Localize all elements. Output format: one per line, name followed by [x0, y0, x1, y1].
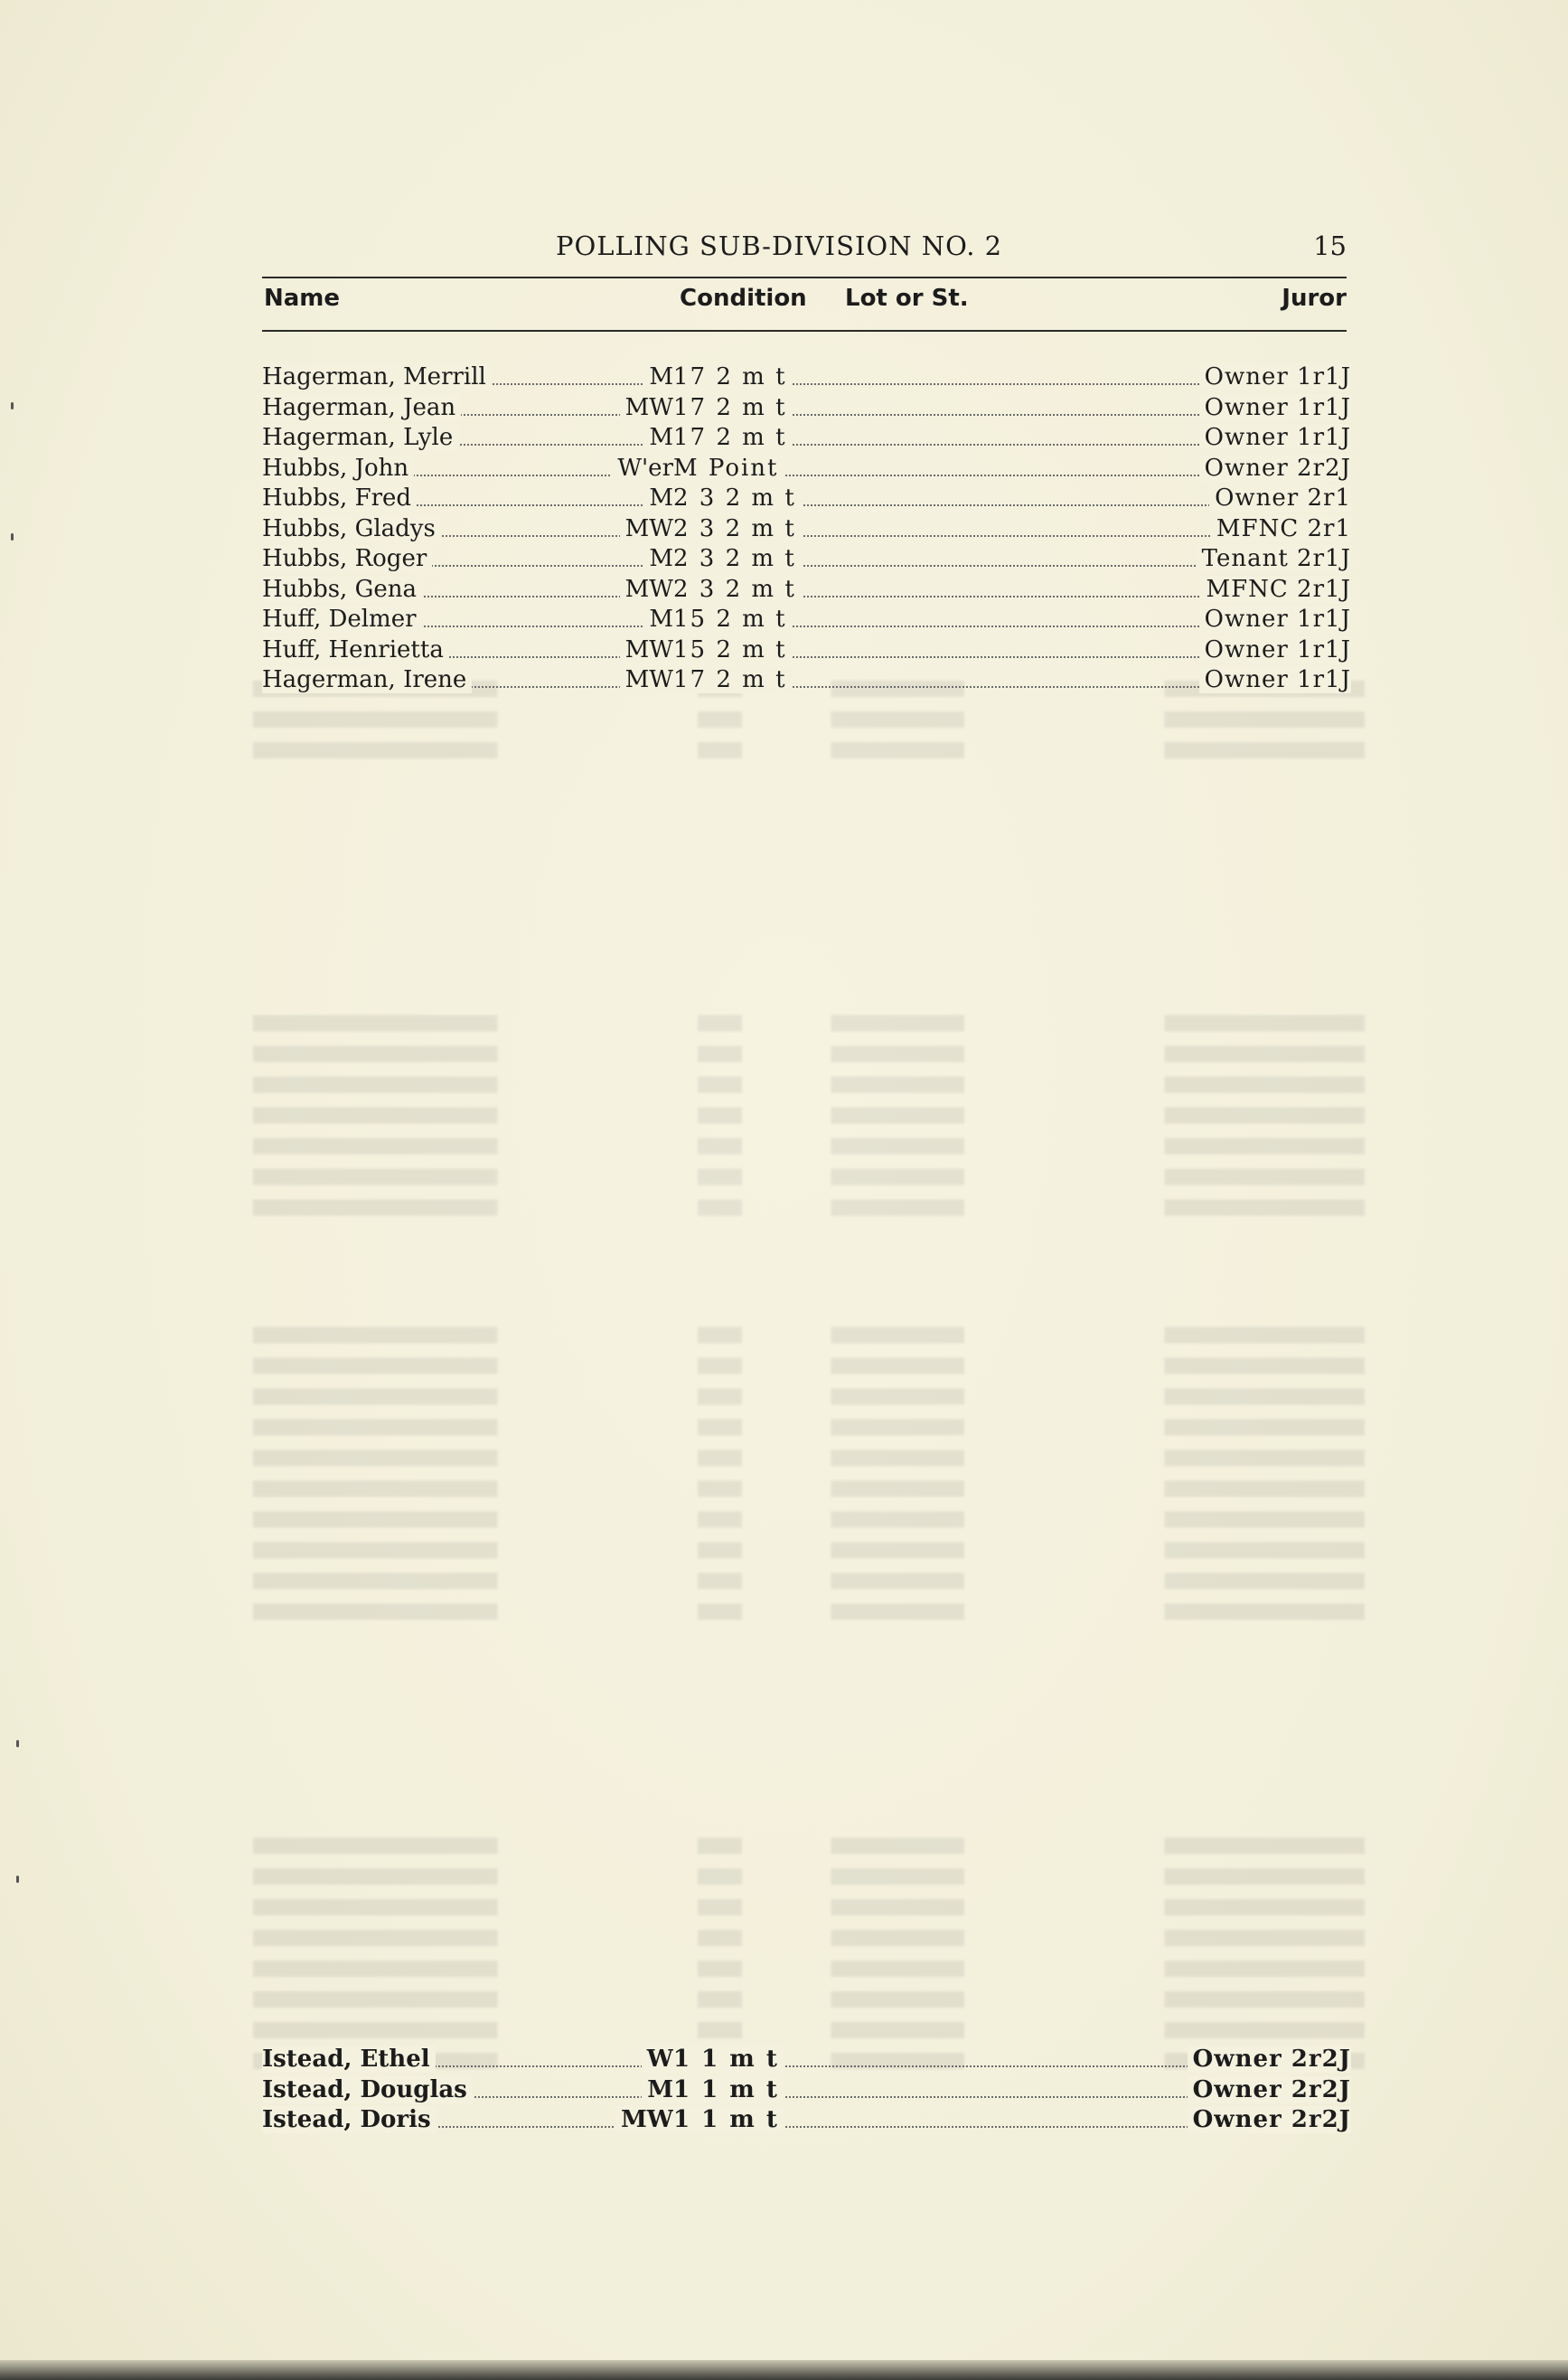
header-rule-top [262, 277, 1347, 278]
list-item [262, 666, 1351, 697]
entry-lot: 17 2 m t [673, 666, 793, 693]
entry-condition: M [643, 606, 673, 633]
list-item [262, 636, 1351, 667]
entry-juror: Owner 1r1J [1199, 666, 1351, 693]
entry-condition: M [643, 363, 673, 390]
entry-lot: 17 2 m t [673, 394, 793, 421]
entry-name: Hubbs, Roger [262, 545, 432, 572]
entry-name: Istead, Douglas [262, 2076, 473, 2103]
entry-name: Istead, Doris [262, 2106, 437, 2133]
page-number: 15 [1313, 230, 1347, 261]
entry-juror: Owner 1r1J [1199, 363, 1351, 390]
entry-name: Huff, Delmer [262, 606, 422, 633]
entry-lot: 15 2 m t [673, 606, 793, 633]
list-item [262, 576, 1351, 607]
list-item [262, 545, 1351, 576]
entry-name: Hagerman, Jean [262, 394, 461, 421]
entry-lot: M Point [673, 455, 784, 482]
voter-list-top [262, 363, 1351, 697]
entry-juror: Owner 2r2J [1188, 2076, 1351, 2103]
entry-name: Huff, Henrietta [262, 636, 449, 663]
entry-lot: 2 3 2 m t [673, 515, 802, 542]
entry-condition: M [643, 545, 673, 572]
entry-condition: MW [620, 666, 673, 693]
entry-juror: MFNC 2r1J [1200, 576, 1351, 603]
entry-name: Hagerman, Irene [262, 666, 472, 693]
entry-condition: MW [620, 576, 673, 603]
bleed-through-block-4 [253, 1830, 1365, 2076]
entry-name: Hubbs, Gena [262, 576, 422, 603]
entry-juror: Owner 1r1J [1199, 606, 1351, 633]
entry-juror: Tenant 2r1J [1197, 545, 1351, 572]
column-headers [262, 285, 1347, 317]
entry-juror: Owner 2r2J [1188, 2046, 1351, 2073]
entry-name: Hubbs, John [262, 455, 414, 482]
entry-lot: 1 1 m t [673, 2076, 784, 2103]
entry-lot: 1 1 m t [673, 2106, 784, 2133]
entry-juror: Owner 1r1J [1199, 424, 1351, 451]
entry-name: Hagerman, Merrill [262, 363, 492, 390]
entry-name: Hagerman, Lyle [262, 424, 458, 451]
entry-name: Hubbs, Fred [262, 484, 417, 512]
page-header [262, 230, 1347, 267]
entry-lot: 15 2 m t [673, 636, 793, 663]
list-item [262, 424, 1351, 455]
list-item [262, 394, 1351, 425]
column-header-condition: Condition [680, 285, 807, 312]
voter-list-bottom [262, 2046, 1351, 2137]
column-header-lot: Lot or St. [845, 285, 969, 312]
list-item [262, 515, 1351, 546]
column-header-juror: Juror [1282, 285, 1347, 312]
list-item [262, 2076, 1351, 2107]
entry-lot: 2 3 2 m t [673, 576, 802, 603]
list-item [262, 606, 1351, 636]
column-header-name: Name [264, 285, 341, 312]
entry-juror: MFNC 2r1 [1211, 515, 1351, 542]
margin-mark [11, 402, 14, 409]
bleed-through-block-2 [253, 1008, 1365, 1223]
page-title: POLLING SUB-DIVISION NO. 2 [556, 230, 1003, 261]
entry-condition: MW [620, 636, 673, 663]
list-item [262, 484, 1351, 515]
entry-juror: Owner 2r2J [1199, 455, 1351, 482]
header-rule-bottom [262, 330, 1347, 332]
page-bottom-edge [0, 2360, 1568, 2380]
entry-condition: MW [620, 394, 673, 421]
margin-mark [16, 1876, 19, 1883]
list-item [262, 2046, 1351, 2076]
entry-condition: W [642, 2046, 673, 2073]
entry-condition: MW [620, 515, 673, 542]
entry-condition: W'er [612, 455, 673, 482]
list-item [262, 363, 1351, 394]
entry-lot: 2 3 2 m t [673, 545, 802, 572]
entry-lot: 17 2 m t [673, 363, 793, 390]
entry-condition: M [643, 424, 673, 451]
entry-condition: M [642, 2076, 673, 2103]
entry-name: Istead, Ethel [262, 2046, 436, 2073]
entry-lot: 17 2 m t [673, 424, 793, 451]
entry-lot: 2 3 2 m t [673, 484, 802, 512]
bleed-through-block-3 [253, 1320, 1365, 1627]
entry-juror: Owner 2r1 [1209, 484, 1351, 512]
entry-condition: M [643, 484, 673, 512]
list-item [262, 2106, 1351, 2137]
list-item [262, 455, 1351, 485]
margin-mark [16, 1740, 19, 1747]
entry-juror: Owner 2r2J [1188, 2106, 1351, 2133]
entry-juror: Owner 1r1J [1199, 636, 1351, 663]
entry-condition: MW [615, 2106, 673, 2133]
entry-lot: 1 1 m t [673, 2046, 784, 2073]
entry-name: Hubbs, Gladys [262, 515, 441, 542]
entry-juror: Owner 1r1J [1199, 394, 1351, 421]
margin-mark [11, 533, 14, 541]
